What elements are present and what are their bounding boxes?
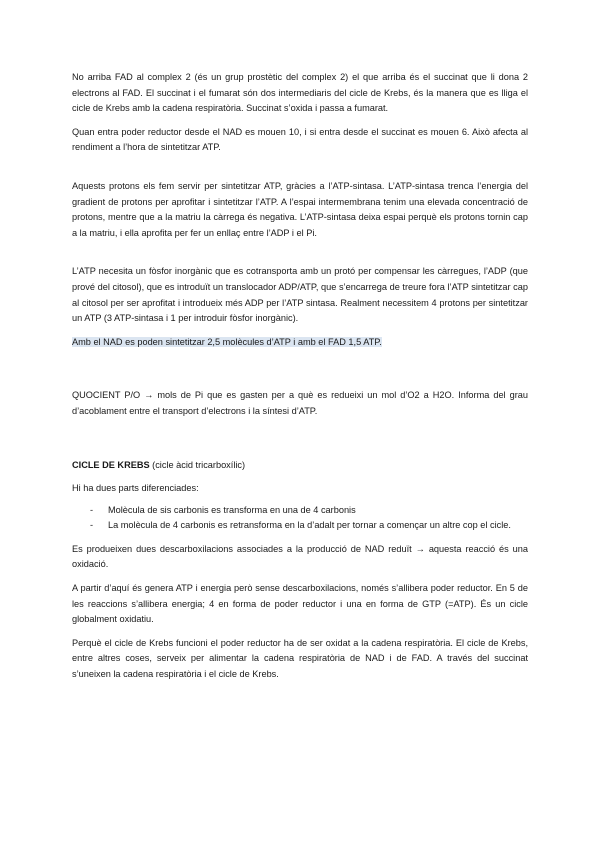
paragraph-intro-parts: Hi ha dues parts diferenciades: xyxy=(72,483,199,494)
paragraph-descarboxilacions: Es produeixen dues descarboxilacions associades a la producció de NAD reduït → aquesta reacció és una oxidació. xyxy=(72,543,528,570)
section-heading-rest: (cicle àcid tricarboxílic) xyxy=(149,459,246,470)
paragraph-generacio-atp: A partir d’aquí és genera ATP i energia però sense descarboxilacions, només s’allibera poder reductor. En 5 de les reaccions s’allibera energia; 4 en forma de poder reductor i una en forma de GTP (=ATP). És un cicle globalment oxidatiu. xyxy=(72,583,528,625)
list-item: - La molècula de 4 carbonis es retransforma en la d’adalt per tornar a començar un altre cop el cicle. xyxy=(72,518,528,534)
paragraph-fosfor-inorganic: L’ATP necesita un fòsfor inorgànic que es cotransporta amb un protó per compensar les càrregues, l’ADP (que prové del citosol), que es introduït un translocador ADP/ATP, que s’encarrega de treure fora l’ATP sintetitzar cap al citosol per ser aprofitat i introdueix més ADP per l’ATP sintasa. Realment necessitem 4 protons per sintetitzar un ATP (3 ATP-sintasa i 1 per introduir fòsfor inorgànic). xyxy=(72,266,528,324)
paragraph-poder-reductor: Quan entra poder reductor desde el NAD es mouen 10, i si entra desde el succinat es mouen 6. Això afecta al rendiment a l’hora de sintetitzar ATP. xyxy=(72,126,528,153)
section-heading-krebs xyxy=(72,458,528,474)
bullet-list xyxy=(72,503,528,534)
paragraph-highlight-rendiment xyxy=(72,335,528,351)
paragraph-quocient-po: QUOCIENT P/O → mols de Pi que es gasten per a què es redueixi un mol d’O2 a H2O. Informa del grau d’acoblament entre el transport d’electrons i la síntesi d’ATP. xyxy=(72,390,528,416)
highlighted-text: Amb el NAD es poden sintetitzar 2,5 molècules d’ATP i amb el FAD 1,5 ATP. xyxy=(72,336,382,347)
list-item: - Molècula de sis carbonis es transforma en una de 4 carbonis xyxy=(72,503,528,519)
paragraph-fad-succinat: No arriba FAD al complex 2 (és un grup prostètic del complex 2) el que arriba és el succinat que li dona 2 electrons al FAD. El succinat i el fumarat són dos intermediaris del cicle de Krebs, és la manera que es lliga el cicle de Krebs amb la cadena respiratòria. Succinat s’oxida i passa a fumarat. xyxy=(72,72,528,114)
section-heading-bold: CICLE DE KREBS xyxy=(72,459,150,470)
paragraph-cadena-respiratoria: Perquè el cicle de Krebs funcioni el poder reductor ha de ser oxidat a la cadena respiratòria. El cicle de Krebs, entre altres coses, serveix per alimentar la cadena respiratòria de NAD i de FAD. A través del succinat s’uneixen la cadena respiratòria i el cicle de Krebs. xyxy=(72,637,528,680)
paragraph-atp-sintasa: Aquests protons els fem servir per sintetitzar ATP, gràcies a l’ATP-sintasa. L’ATP-sintasa trenca l’energia del gradient de protons per aprofitar i sintetitzar l’ATP. A l’espai intermembrana tenim una elevada concentració de protons, mentre que a la matriu la càrrega és negativa. L’ATP-sintasa deixa espai perquè els protons tornin cap a la matriu, i ella aprofita per fer un enllaç entre l’ADP i el Pi. xyxy=(72,180,528,238)
